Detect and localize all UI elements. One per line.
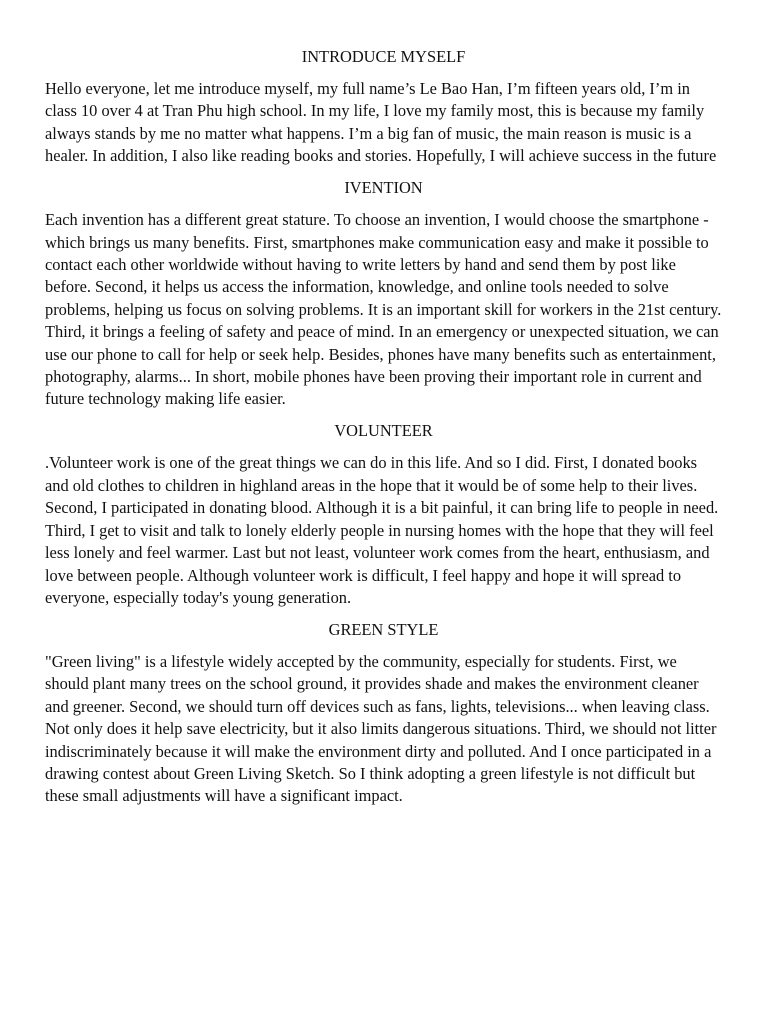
section-heading: GREEN STYLE (328, 619, 439, 639)
section-volunteer (45, 420, 722, 609)
section-heading: VOLUNTEER (334, 421, 433, 441)
section-paragraph: Hello everyone, let me introduce myself, my full name’s Le Bao Han, I’m fifteen years old, I’m in class 10 over 4 at Tran Phu high school. In my life, I love my family most, this is because my family always stands by me no matter what happens. I’m a big fan of music, the main reason is music is a healer. In addition, I also like reading books and stories. Hopefully, I will achieve success in the future (45, 79, 717, 166)
section-paragraph: .Volunteer work is one of the great things we can do in this life. And so I did. First, I donated books and old clothes to children in highland areas in the hope that it would be of some help to their lives. Second, I participated in donating blood. Although it is a bit painful, it can bring life to people in need. Third, I get to visit and talk to lonely elderly people in nursing homes with the hope that they will feel less lonely and feel warmer. Last but not least, volunteer work comes from the heart, enthusiasm, and love between people. Although volunteer work is difficult, I feel happy and hope it will spread to everyone, especially today's young generation. (45, 453, 719, 607)
section-introduce-myself (45, 46, 722, 168)
section-heading: IVENTION (344, 178, 423, 198)
section-heading: INTRODUCE MYSELF (301, 47, 466, 66)
section-paragraph: Each invention has a different great stature. To choose an invention, I would choose the smartphone - which brings us many benefits. First, smartphones make communication easy and make it possible to contact each other worldwide without having to write letters by hand and send them by post like before. Second, it helps us access the information, knowledge, and online tools needed to solve problems, helping us focus on solving problems. It is an important skill for workers in the 21st century. Third, it brings a feeling of safety and peace of mind. In an emergency or unexpected situation, we can use our phone to call for help or seek help. Besides, phones have many benefits such as entertainment, photography, alarms... In short, mobile phones have been proving their important role in current and future technology making life easier. (45, 210, 722, 409)
section-invention (45, 177, 722, 411)
section-paragraph: "Green living" is a lifestyle widely accepted by the community, especially for students. First, we should plant many trees on the school ground, it provides shade and makes the environment cleaner and greener. Second, we should turn off devices such as fans, lights, televisions... when leaving class. Not only does it help save electricity, but it also limits dangerous situations. Third, we should not litter indiscriminately because it will make the environment dirty and polluted. And I once participated in a drawing contest about Green Living Sketch. So I think adopting a green lifestyle is not difficult but these small adjustments will have a significant impact. (45, 651, 717, 806)
section-green-style (45, 619, 722, 808)
